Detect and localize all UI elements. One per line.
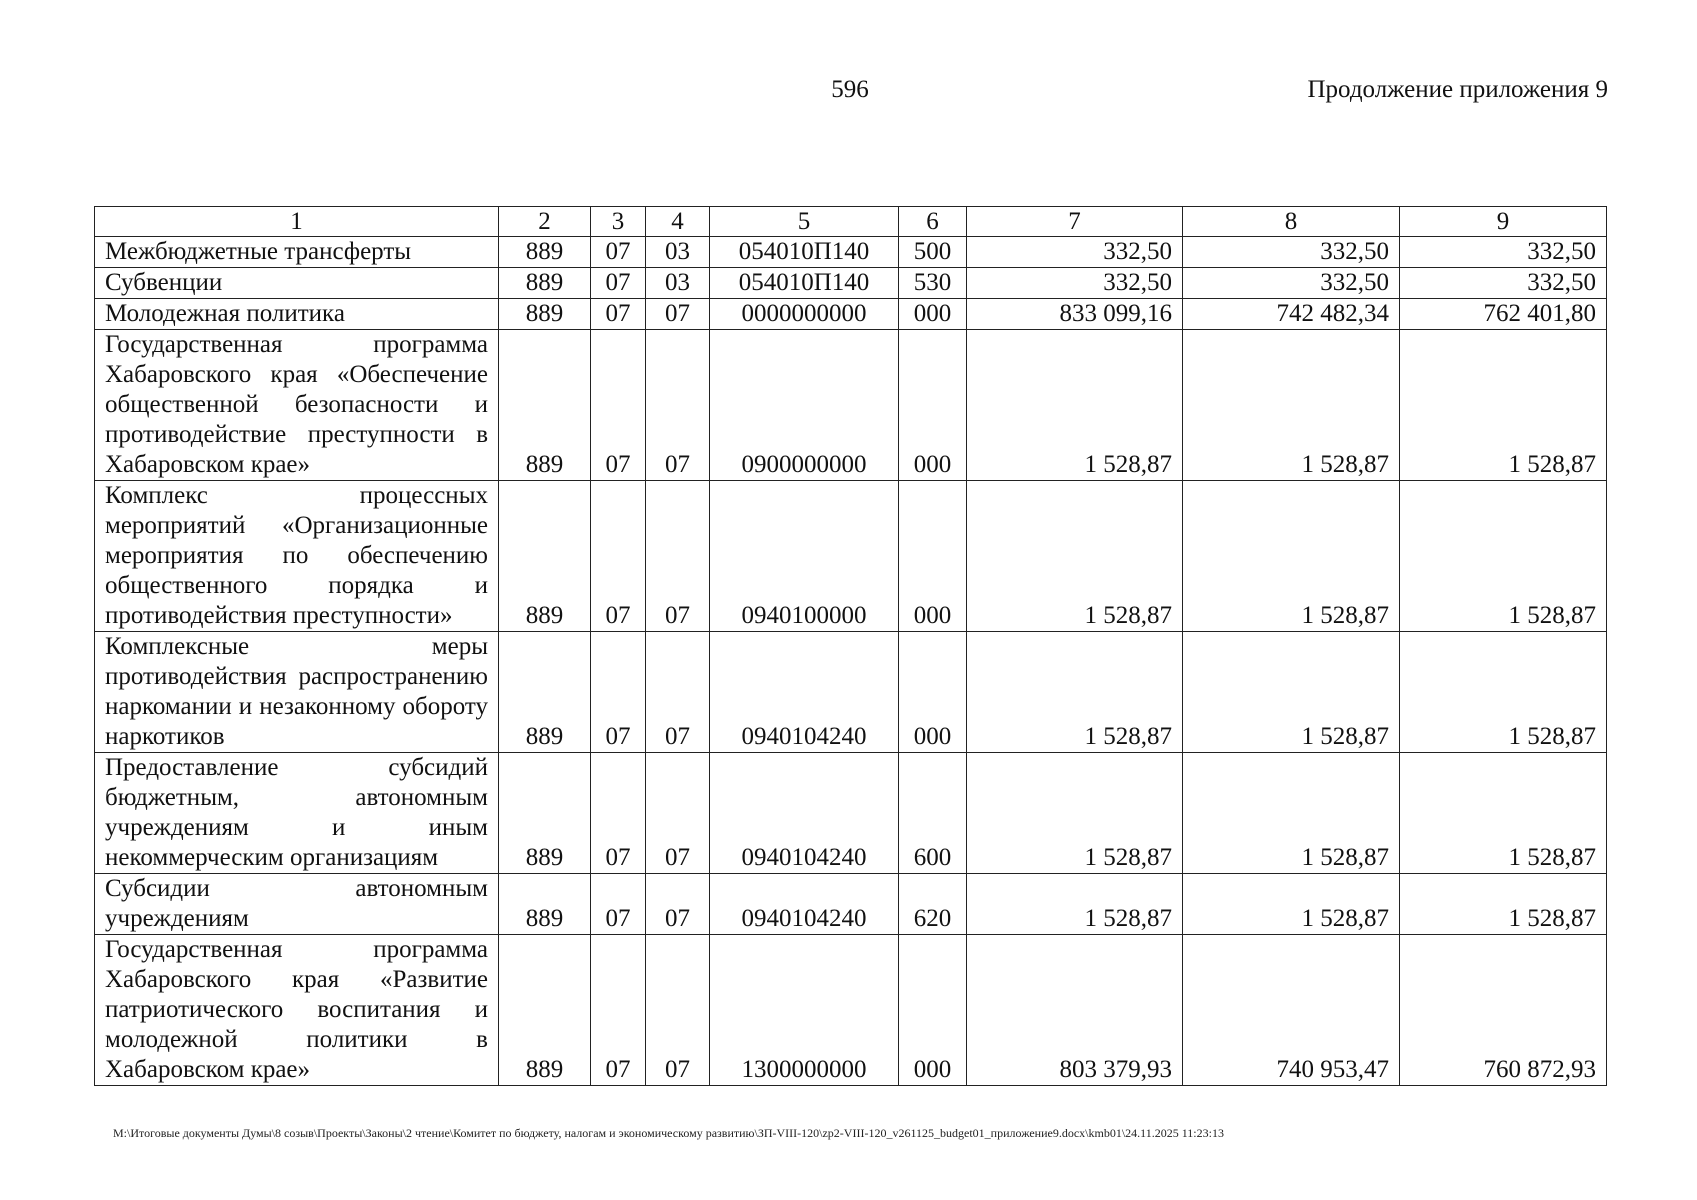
table-row (95, 753, 1607, 874)
cell-col-3: 07 (591, 874, 646, 935)
cell-col-2: 889 (499, 237, 591, 268)
cell-col-9: 1 528,87 (1400, 753, 1607, 874)
cell-col-4: 07 (646, 330, 710, 481)
row-name-cell: Предоставление субсидий бюджетным, автономным учреждениям и иным некоммерческим организациям (95, 753, 499, 874)
cell-col-6: 500 (899, 237, 967, 268)
column-header: 1 (95, 207, 499, 237)
cell-col-9: 1 528,87 (1400, 330, 1607, 481)
cell-col-9: 1 528,87 (1400, 632, 1607, 753)
row-name-cell: Комплексные меры противодействия распространению наркомании и незаконному обороту наркотиков (95, 632, 499, 753)
cell-col-4: 07 (646, 632, 710, 753)
cell-col-2: 889 (499, 481, 591, 632)
cell-col-8: 740 953,47 (1183, 935, 1400, 1086)
cell-col-6: 000 (899, 935, 967, 1086)
cell-col-3: 07 (591, 481, 646, 632)
cell-col-6: 000 (899, 299, 967, 330)
cell-col-7: 1 528,87 (967, 874, 1183, 935)
table-row (95, 481, 1607, 632)
cell-col-6: 000 (899, 481, 967, 632)
cell-col-2: 889 (499, 874, 591, 935)
cell-col-2: 889 (499, 935, 591, 1086)
table-row (95, 935, 1607, 1086)
cell-col-5: 0940104240 (710, 874, 899, 935)
cell-col-5: 0940104240 (710, 753, 899, 874)
cell-col-8: 1 528,87 (1183, 330, 1400, 481)
table-row (95, 874, 1607, 935)
cell-col-4: 07 (646, 299, 710, 330)
column-header: 4 (646, 207, 710, 237)
column-header: 5 (710, 207, 899, 237)
cell-col-6: 530 (899, 268, 967, 299)
row-name-cell: Государственная программа Хабаровского края «Обеспечение общественной безопасности и противодействие преступности в Хабаровском крае» (95, 330, 499, 481)
cell-col-9: 760 872,93 (1400, 935, 1607, 1086)
cell-col-2: 889 (499, 330, 591, 481)
file-path-footer: M:\Итоговые документы Думы\8 созыв\Проекты\Законы\2 чтение\Комитет по бюджету, налогам и экономическому развитию\ЗП-VIII-120\zp2-VIII-120_v261125_budget01_приложение9.docx\kmb01\24.11.2025 11:23:13 (113, 1126, 1224, 1140)
cell-col-8: 332,50 (1183, 268, 1400, 299)
cell-col-9: 332,50 (1400, 268, 1607, 299)
cell-col-8: 1 528,87 (1183, 874, 1400, 935)
column-header: 7 (967, 207, 1183, 237)
row-name-cell: Субвенции (95, 268, 499, 299)
cell-col-8: 742 482,34 (1183, 299, 1400, 330)
column-header: 8 (1183, 207, 1400, 237)
cell-col-7: 332,50 (967, 237, 1183, 268)
column-header: 2 (499, 207, 591, 237)
cell-col-4: 07 (646, 935, 710, 1086)
cell-col-5: 0940104240 (710, 632, 899, 753)
cell-col-8: 1 528,87 (1183, 753, 1400, 874)
cell-col-9: 762 401,80 (1400, 299, 1607, 330)
column-header: 6 (899, 207, 967, 237)
cell-col-9: 1 528,87 (1400, 481, 1607, 632)
cell-col-2: 889 (499, 299, 591, 330)
cell-col-8: 332,50 (1183, 237, 1400, 268)
cell-col-7: 1 528,87 (967, 481, 1183, 632)
cell-col-4: 07 (646, 874, 710, 935)
table-header-row (95, 207, 1607, 237)
cell-col-7: 1 528,87 (967, 632, 1183, 753)
cell-col-2: 889 (499, 632, 591, 753)
table-row (95, 299, 1607, 330)
cell-col-4: 03 (646, 268, 710, 299)
row-name-cell: Субсидии автономным учреждениям (95, 874, 499, 935)
row-name-cell: Молодежная политика (95, 299, 499, 330)
budget-table (94, 206, 1607, 1086)
cell-col-6: 000 (899, 330, 967, 481)
cell-col-3: 07 (591, 299, 646, 330)
cell-col-9: 332,50 (1400, 237, 1607, 268)
cell-col-7: 332,50 (967, 268, 1183, 299)
cell-col-5: 054010П140 (710, 268, 899, 299)
cell-col-7: 803 379,93 (967, 935, 1183, 1086)
column-header: 9 (1400, 207, 1607, 237)
cell-col-5: 0940100000 (710, 481, 899, 632)
cell-col-5: 0900000000 (710, 330, 899, 481)
row-name-cell: Межбюджетные трансферты (95, 237, 499, 268)
cell-col-2: 889 (499, 753, 591, 874)
cell-col-7: 833 099,16 (967, 299, 1183, 330)
row-name-cell: Комплекс процессных мероприятий «Организационные мероприятия по обеспечению общественного порядка и противодействия преступности» (95, 481, 499, 632)
cell-col-8: 1 528,87 (1183, 632, 1400, 753)
column-header: 3 (591, 207, 646, 237)
cell-col-3: 07 (591, 237, 646, 268)
continuation-header: Продолжение приложения 9 (1307, 76, 1608, 103)
table-row (95, 237, 1607, 268)
cell-col-9: 1 528,87 (1400, 874, 1607, 935)
cell-col-3: 07 (591, 330, 646, 481)
cell-col-5: 0000000000 (710, 299, 899, 330)
cell-col-4: 07 (646, 481, 710, 632)
cell-col-5: 1300000000 (710, 935, 899, 1086)
cell-col-7: 1 528,87 (967, 330, 1183, 481)
cell-col-6: 600 (899, 753, 967, 874)
cell-col-7: 1 528,87 (967, 753, 1183, 874)
cell-col-4: 03 (646, 237, 710, 268)
cell-col-3: 07 (591, 753, 646, 874)
page-number: 596 (831, 76, 869, 103)
table-row (95, 632, 1607, 753)
cell-col-3: 07 (591, 268, 646, 299)
row-name-cell: Государственная программа Хабаровского края «Развитие патриотического воспитания и молодежной политики в Хабаровском крае» (95, 935, 499, 1086)
cell-col-3: 07 (591, 935, 646, 1086)
cell-col-6: 000 (899, 632, 967, 753)
table-row (95, 268, 1607, 299)
cell-col-4: 07 (646, 753, 710, 874)
cell-col-6: 620 (899, 874, 967, 935)
cell-col-2: 889 (499, 268, 591, 299)
cell-col-3: 07 (591, 632, 646, 753)
table-row (95, 330, 1607, 481)
cell-col-8: 1 528,87 (1183, 481, 1400, 632)
cell-col-5: 054010П140 (710, 237, 899, 268)
